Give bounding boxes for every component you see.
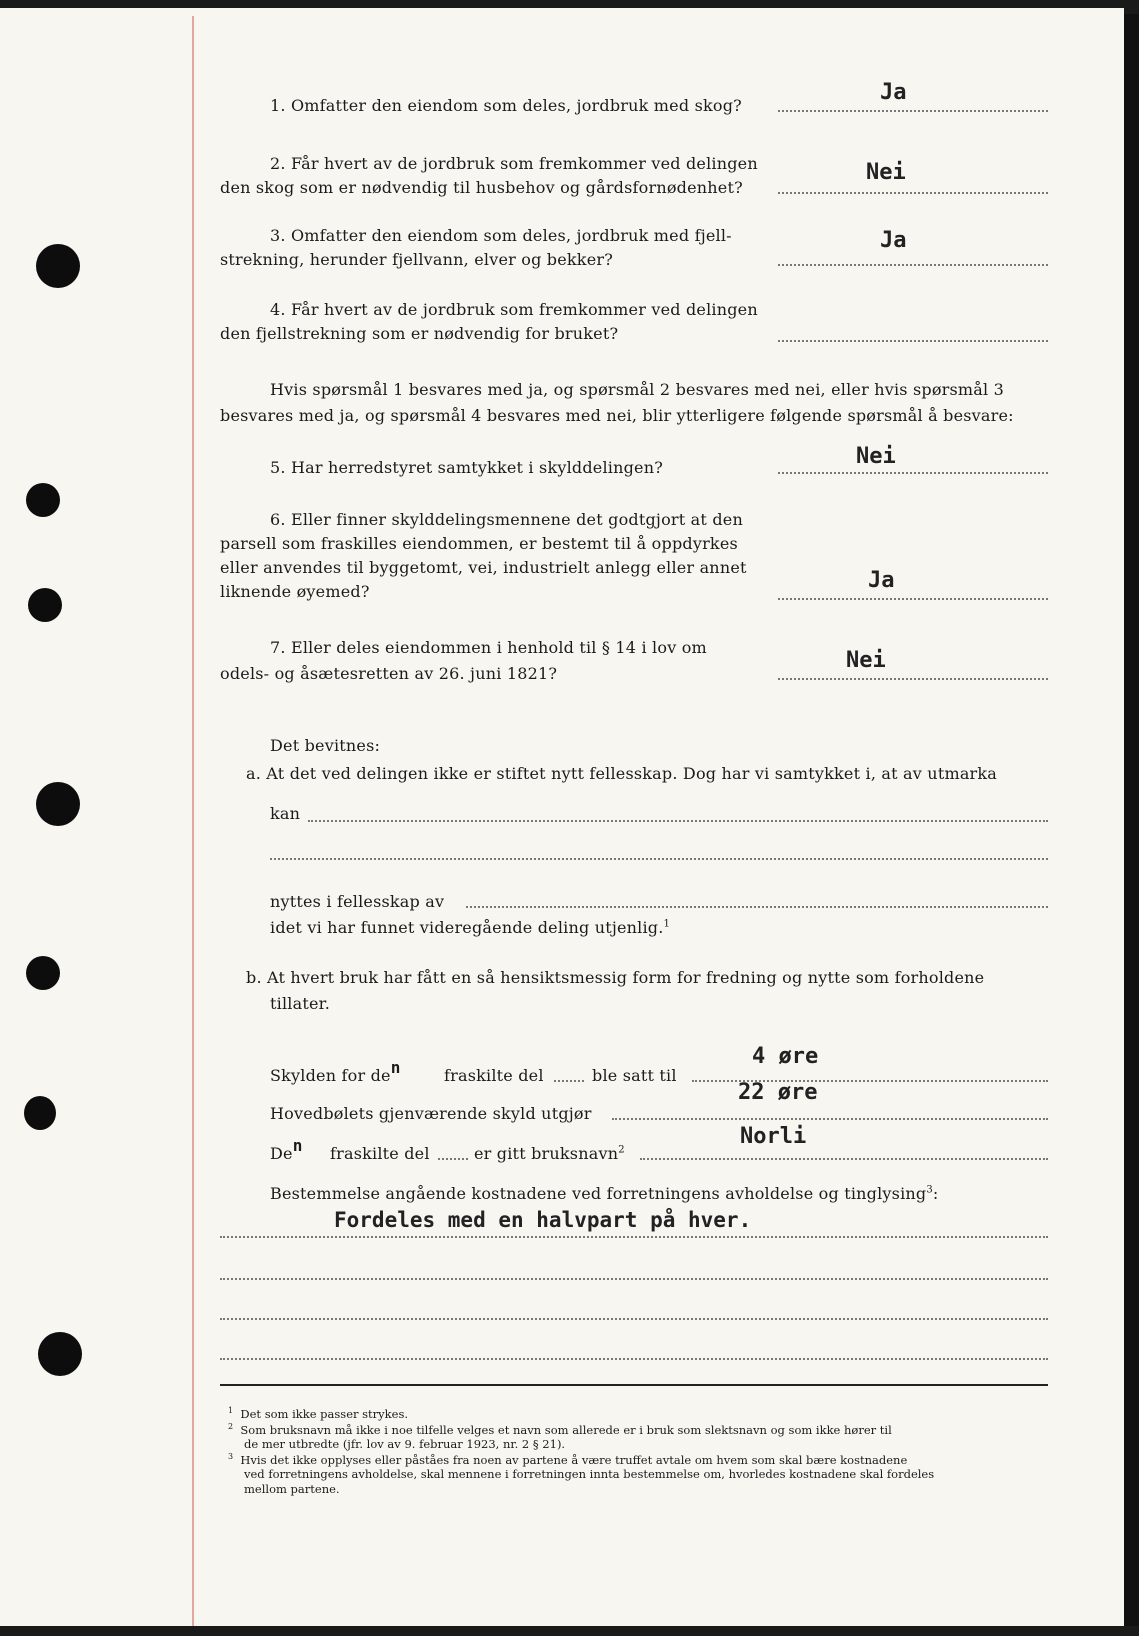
kan-label: kan	[270, 804, 301, 823]
answer-2: Nei	[866, 160, 906, 185]
question-3-line-1: 3. Omfatter den eiendom som deles, jordbruk med fjell-	[270, 226, 732, 245]
footnote-2-text: Som bruksnavn må ikke i noe tilfelle velges et navn som allerede er i bruk som slektsnavn og som ikke hører til	[240, 1422, 892, 1437]
footnote-ref-1: 1	[663, 918, 671, 930]
question-1: 1. Omfatter den eiendom som deles, jordbruk med skog?	[270, 96, 742, 115]
margin-rule	[192, 16, 194, 1628]
idet-text-main: idet vi har funnet videregående deling utjenlig.	[270, 918, 664, 937]
den-end-text: er gitt bruksnavn	[474, 1144, 619, 1163]
footnote-1-number: 1	[228, 1406, 234, 1415]
idet-text	[270, 918, 670, 937]
bruksnavn-line	[640, 1158, 1048, 1160]
answer-line-4	[778, 340, 1048, 342]
skylden-mid: fraskilte del	[444, 1066, 544, 1085]
answer-3: Ja	[880, 228, 907, 253]
cost-line-4	[220, 1358, 1048, 1360]
skylden-dots-1	[554, 1080, 584, 1082]
footnote-3-line-1	[228, 1452, 907, 1467]
skylden-n-handwritten: n	[390, 1058, 401, 1077]
question-2-line-2: den skog som er nødvendig til husbehov og gårdsfornødenhet?	[220, 178, 743, 197]
skylden-end: ble satt til	[592, 1066, 677, 1085]
answer-1: Ja	[880, 80, 907, 105]
question-4-line-2: den fjellstrekning som er nødvendig for bruket?	[220, 324, 619, 343]
question-3-line-2: strekning, herunder fjellvann, elver og bekker?	[220, 250, 614, 269]
footnote-3-number: 3	[228, 1452, 234, 1461]
answer-line-3	[778, 264, 1048, 266]
answer-line-5	[778, 472, 1048, 474]
question-7-line-1: 7. Eller deles eiendommen i henhold til § 14 i lov om	[270, 638, 707, 657]
bevitnes-a: a. At det ved delingen ikke er stiftet nytt fellesskap. Dog har vi samtykket i, at av utmarka	[246, 764, 998, 783]
question-6-line-1: 6. Eller finner skylddelingsmennene det godtgjort at den	[270, 510, 743, 529]
question-6-line-3: eller anvendes til byggetomt, vei, industrielt anlegg eller annet	[220, 558, 747, 577]
den-label-text: De	[270, 1144, 293, 1163]
punch-hole	[38, 1332, 82, 1376]
bevitnes-heading: Det bevitnes:	[270, 736, 381, 755]
punch-hole	[36, 244, 80, 288]
hovedbol-value: 22 øre	[738, 1080, 818, 1105]
answer-7: Nei	[846, 648, 886, 673]
footnote-1-text: Det som ikke passer strykes.	[240, 1406, 408, 1421]
bestemmelse-colon: :	[932, 1184, 939, 1203]
den-end	[474, 1144, 625, 1163]
den-dots-1	[438, 1158, 468, 1160]
form-page	[0, 8, 1124, 1628]
bestemmelse-text: Bestemmelse angående kostnadene ved forretningens avholdelse og tinglysing	[270, 1184, 927, 1203]
bevitnes-b-line-1: b. At hvert bruk har fått en så hensiktsmessig form for fredning og nytte som forholdene	[246, 968, 985, 987]
cost-line-3	[220, 1318, 1048, 1320]
punch-hole	[24, 1096, 56, 1130]
cost-line-2	[220, 1278, 1048, 1280]
den-mid: fraskilte del	[330, 1144, 430, 1163]
answer-5: Nei	[856, 444, 896, 469]
question-6-line-2: parsell som fraskilles eiendommen, er bestemt til å oppdyrkes	[220, 534, 738, 553]
skylden-label-text: Skylden for de	[270, 1066, 391, 1085]
question-7-line-2: odels- og åsætesretten av 26. juni 1821?	[220, 664, 558, 683]
punch-hole	[28, 588, 62, 622]
answer-line-6	[778, 598, 1048, 600]
punch-hole	[36, 782, 80, 826]
bestemmelse-label	[270, 1184, 939, 1203]
den-n-handwritten: n	[292, 1136, 303, 1155]
bevitnes-b-line-2: tillater.	[270, 994, 330, 1013]
footnote-ref-3: 3	[926, 1184, 933, 1196]
footnote-ref-2: 2	[618, 1144, 625, 1156]
footnote-2-line-1	[228, 1422, 892, 1437]
nyttes-label: nyttes i fellesskap av	[270, 892, 445, 911]
cost-allocation: Fordeles med en halvpart på hver.	[334, 1208, 752, 1232]
question-5: 5. Har herredstyret samtykket i skylddelingen?	[270, 458, 663, 477]
blank-line	[270, 858, 1048, 860]
punch-hole	[26, 956, 60, 990]
hovedbol-line	[612, 1118, 1048, 1120]
nyttes-line	[466, 906, 1048, 908]
cost-line-1	[220, 1236, 1048, 1238]
footnote-2-number: 2	[228, 1422, 234, 1431]
answer-line-2	[778, 192, 1048, 194]
bottom-scan-edge	[0, 1626, 1139, 1636]
footnote-3-line-3: mellom partene.	[244, 1482, 340, 1496]
answer-line-7	[778, 678, 1048, 680]
skylden-label	[270, 1058, 401, 1085]
conditional-intro-line-2: besvares med ja, og spørsmål 4 besvares med nei, blir ytterligere følgende spørsmål å besvare:	[220, 406, 1014, 425]
answer-6: Ja	[868, 568, 895, 593]
question-6-line-4: liknende øyemed?	[220, 582, 370, 601]
skylden-value: 4 øre	[752, 1044, 819, 1069]
punch-hole	[26, 483, 60, 517]
question-2-line-1: 2. Får hvert av de jordbruk som fremkommer ved delingen	[270, 154, 758, 173]
footnote-2-line-2: de mer utbredte (jfr. lov av 9. februar 1923, nr. 2 § 21).	[244, 1437, 566, 1451]
den-label	[270, 1136, 303, 1163]
conditional-intro-line-1: Hvis spørsmål 1 besvares med ja, og spørsmål 2 besvares med nei, eller hvis spørsmål 3	[270, 380, 1005, 399]
question-4-line-1: 4. Får hvert av de jordbruk som fremkommer ved delingen	[270, 300, 758, 319]
kan-line	[308, 820, 1048, 822]
answer-line-1	[778, 110, 1048, 112]
footnote-1	[228, 1406, 408, 1421]
bruksnavn-value: Norli	[740, 1124, 807, 1149]
footnote-rule	[220, 1384, 1048, 1386]
hovedbol-label: Hovedbølets gjenværende skyld utgjør	[270, 1104, 592, 1123]
footnote-3-line-2: ved forretningens avholdelse, skal mennene i forretningen innta bestemmelse om, hvorledes kostnadene skal fordeles	[244, 1467, 935, 1481]
footnote-3-text: Hvis det ikke opplyses eller påståes fra noen av partene å være truffet avtale om hvem som skal bære kostnadene	[240, 1452, 908, 1467]
